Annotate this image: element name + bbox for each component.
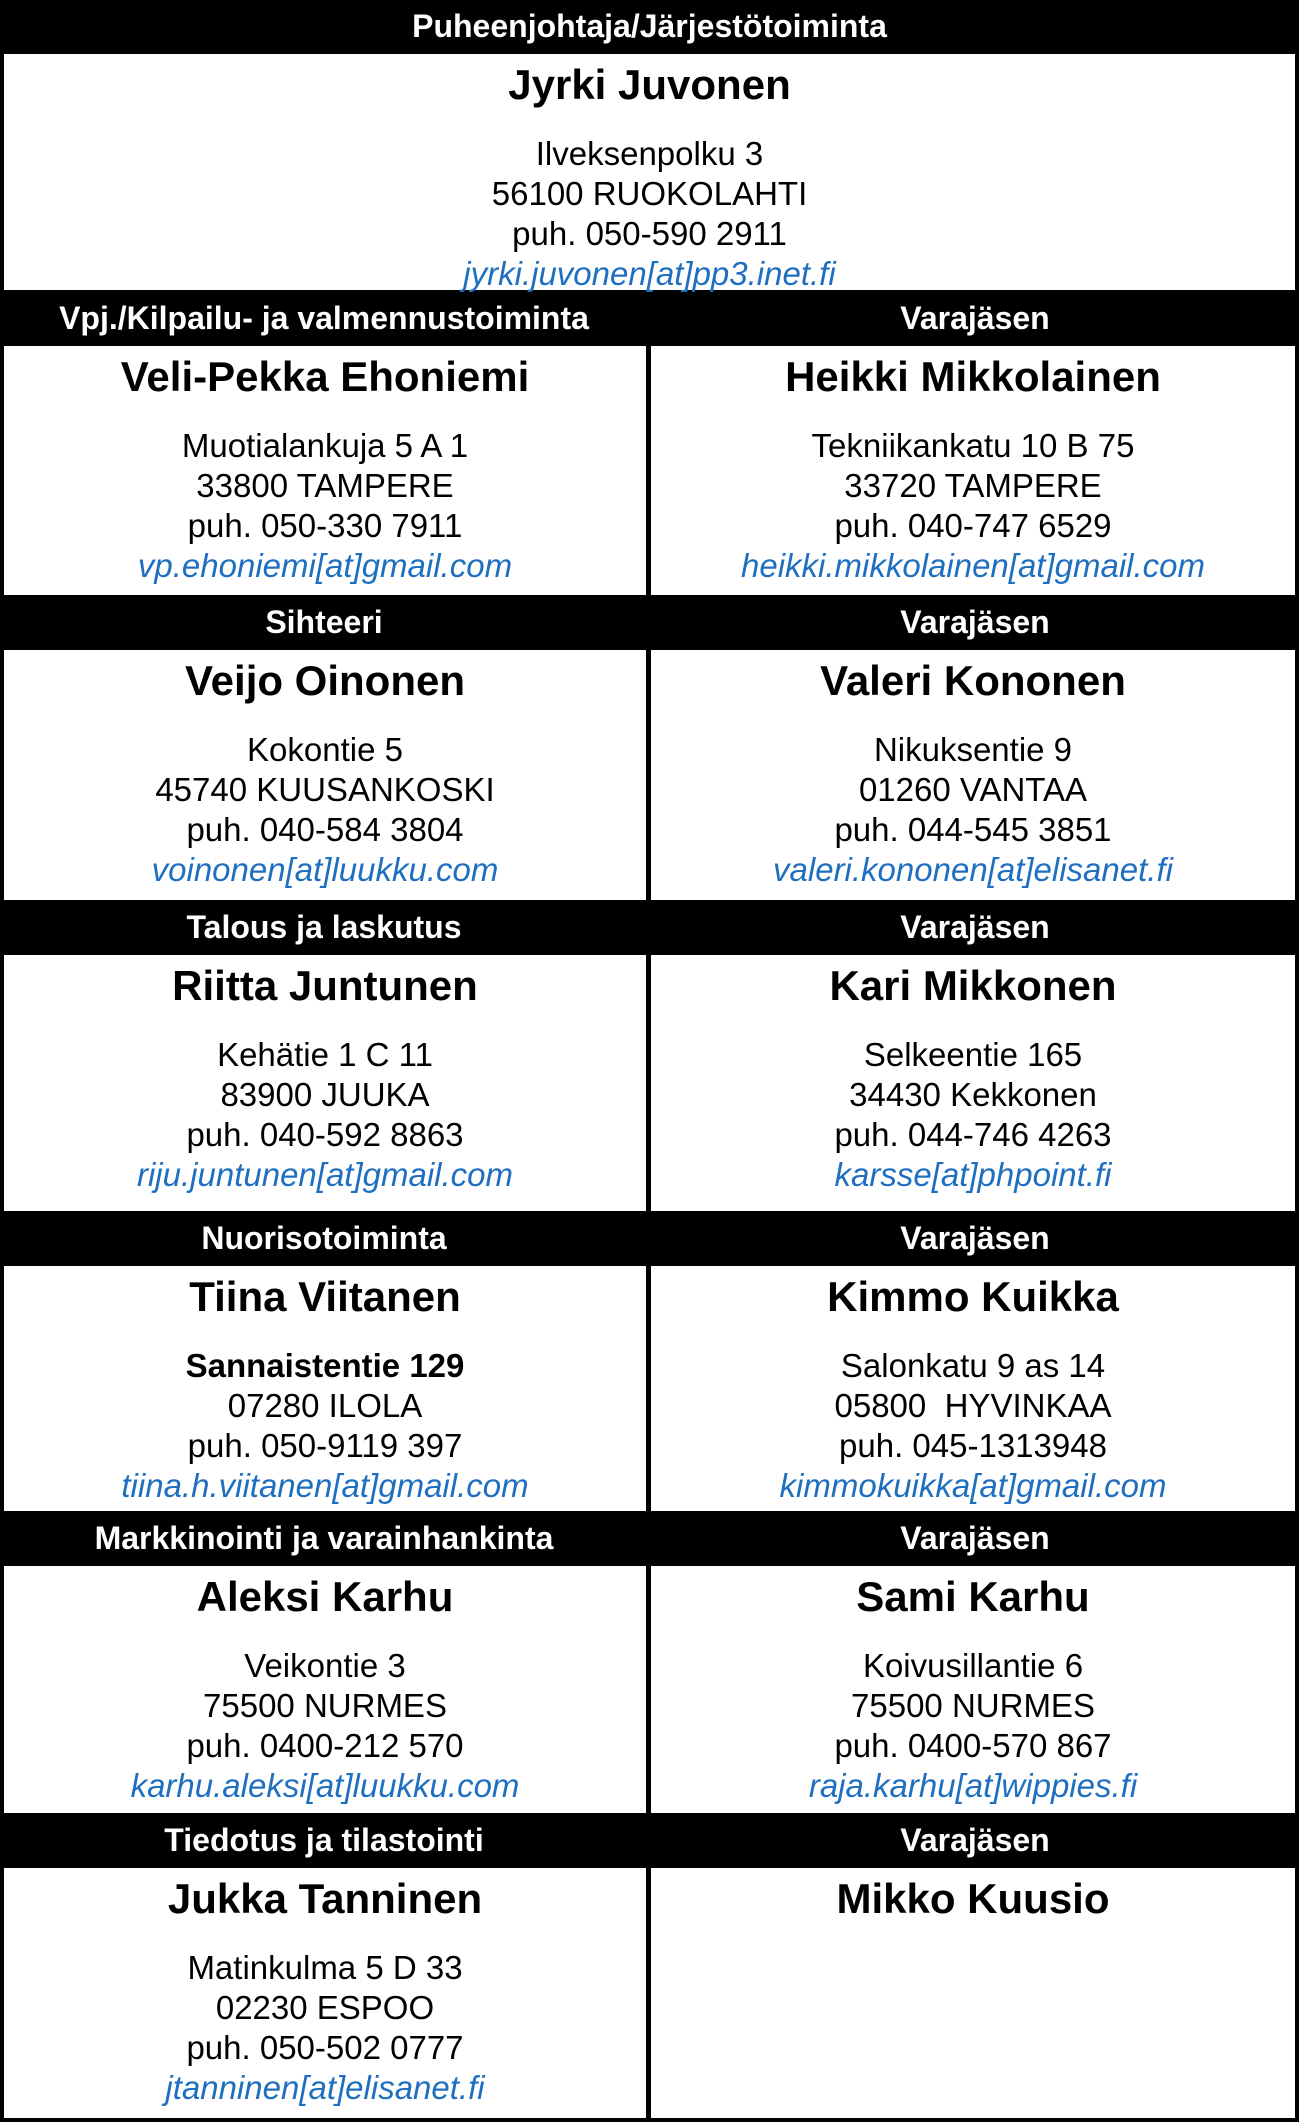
contact-city: 07280 ILOLA [227, 1387, 423, 1424]
role-header: Varajäsen [651, 293, 1299, 343]
contact-card [651, 1868, 1295, 2118]
contact-card [4, 650, 646, 900]
contact-email-link[interactable]: raja.karhu[at]wippies.fi [808, 1767, 1138, 1804]
contact-address: Salonkatu 9 as 14 [840, 1347, 1106, 1384]
contact-address: Ilveksenpolku 3 [535, 135, 764, 172]
contact-city: 33800 TAMPERE [196, 467, 454, 504]
contact-address: Sannaistentie 129 [185, 1347, 465, 1384]
contact-email-link[interactable]: voinonen[at]luukku.com [151, 851, 499, 888]
contact-name: Jukka Tanninen [167, 1875, 483, 1922]
contact-card [651, 346, 1295, 595]
contact-city: 05800 HYVINKAA [834, 1387, 1112, 1424]
contact-city: 75500 NURMES [851, 1687, 1095, 1724]
contact-address: Kokontie 5 [247, 731, 403, 768]
contact-email-link[interactable]: jtanninen[at]elisanet.fi [165, 2069, 485, 2106]
contact-city: 45740 KUUSANKOSKI [155, 771, 495, 808]
contact-name: Tiina Viitanen [189, 1273, 461, 1320]
contact-email-link[interactable]: valeri.kononen[at]elisanet.fi [773, 851, 1173, 888]
contact-name: Kimmo Kuikka [827, 1273, 1119, 1320]
role-header: Nuorisotoiminta [0, 1213, 648, 1263]
role-header: Vpj./Kilpailu- ja valmennustoiminta [0, 293, 648, 343]
contact-name: Heikki Mikkolainen [785, 353, 1161, 400]
contact-name: Kari Mikkonen [829, 962, 1117, 1009]
contact-city: 34430 Kekkonen [849, 1076, 1097, 1113]
contact-address: Kehätie 1 C 11 [217, 1036, 433, 1073]
contact-phone: puh. 050-590 2911 [512, 215, 787, 252]
contact-card [4, 1566, 646, 1813]
contact-phone: puh. 0400-570 867 [834, 1727, 1112, 1764]
contact-address: Veikontie 3 [244, 1647, 406, 1684]
contact-card [4, 1868, 646, 2118]
contact-phone: puh. 050-330 7911 [187, 507, 463, 544]
role-header: Varajäsen [651, 1513, 1299, 1563]
contact-phone: puh. 044-545 3851 [834, 811, 1112, 848]
contact-card [4, 955, 646, 1211]
contact-email-link[interactable]: tiina.h.viitanen[at]gmail.com [121, 1467, 529, 1504]
contact-name: Veijo Oinonen [184, 657, 466, 704]
contact-card [651, 1266, 1295, 1511]
contact-address: Nikuksentie 9 [873, 731, 1073, 768]
contact-name: Veli-Pekka Ehoniemi [120, 353, 530, 400]
contact-city: 56100 RUOKOLAHTI [491, 175, 808, 212]
contact-email-link[interactable]: jyrki.juvonen[at]pp3.inet.fi [463, 255, 836, 292]
contact-address: Muotialankuja 5 A 1 [181, 427, 469, 464]
contact-address: Matinkulma 5 D 33 [187, 1949, 463, 1986]
role-header: Sihteeri [0, 597, 648, 647]
contact-card [4, 54, 1295, 290]
contact-phone: puh. 050-502 0777 [186, 2029, 464, 2066]
contact-phone: puh. 0400-212 570 [186, 1727, 464, 1764]
role-header: Puheenjohtaja/Järjestötoiminta [0, 0, 1299, 52]
contact-name: Sami Karhu [856, 1573, 1090, 1620]
contact-phone: puh. 040-584 3804 [186, 811, 464, 848]
contact-phone: puh. 050-9119 397 [187, 1427, 463, 1464]
contact-city: 02230 ESPOO [215, 1989, 435, 2026]
contact-email-link[interactable]: heikki.mikkolainen[at]gmail.com [740, 547, 1205, 584]
contact-card [651, 1566, 1295, 1813]
contact-phone: puh. 044-746 4263 [834, 1116, 1112, 1153]
contact-address: Koivusillantie 6 [862, 1647, 1084, 1684]
contact-name: Jyrki Juvonen [508, 61, 791, 108]
role-header: Varajäsen [651, 1815, 1299, 1865]
role-header: Varajäsen [651, 1213, 1299, 1263]
role-header: Varajäsen [651, 597, 1299, 647]
role-header: Talous ja laskutus [0, 902, 648, 952]
role-header: Varajäsen [651, 902, 1299, 952]
contact-email-link[interactable]: riju.juntunen[at]gmail.com [136, 1156, 514, 1193]
contact-city: 33720 TAMPERE [844, 467, 1102, 504]
contact-phone: puh. 045-1313948 [839, 1427, 1107, 1464]
contact-city: 75500 NURMES [203, 1687, 447, 1724]
contact-card [4, 346, 646, 595]
contact-name: Aleksi Karhu [196, 1573, 454, 1620]
contact-address: Tekniikankatu 10 B 75 [811, 427, 1135, 464]
contact-card [651, 955, 1295, 1211]
role-header: Tiedotus ja tilastointi [0, 1815, 648, 1865]
contact-email-link[interactable]: kimmokuikka[at]gmail.com [779, 1467, 1167, 1504]
contact-city: 01260 VANTAA [858, 771, 1088, 808]
contact-name: Valeri Kononen [820, 657, 1126, 704]
contact-email-link[interactable]: karsse[at]phpoint.fi [834, 1156, 1112, 1193]
contact-email-link[interactable]: karhu.aleksi[at]luukku.com [130, 1767, 520, 1804]
contact-phone: puh. 040-747 6529 [834, 507, 1112, 544]
contact-name: Mikko Kuusio [836, 1875, 1110, 1922]
contact-phone: puh. 040-592 8863 [186, 1116, 464, 1153]
contact-city: 83900 JUUKA [220, 1076, 430, 1113]
contact-email-link[interactable]: vp.ehoniemi[at]gmail.com [137, 547, 513, 584]
contact-card [651, 650, 1295, 900]
contact-address: Selkeentie 165 [863, 1036, 1083, 1073]
contact-card [4, 1266, 646, 1511]
role-header: Markkinointi ja varainhankinta [0, 1513, 648, 1563]
contact-name: Riitta Juntunen [172, 962, 478, 1009]
